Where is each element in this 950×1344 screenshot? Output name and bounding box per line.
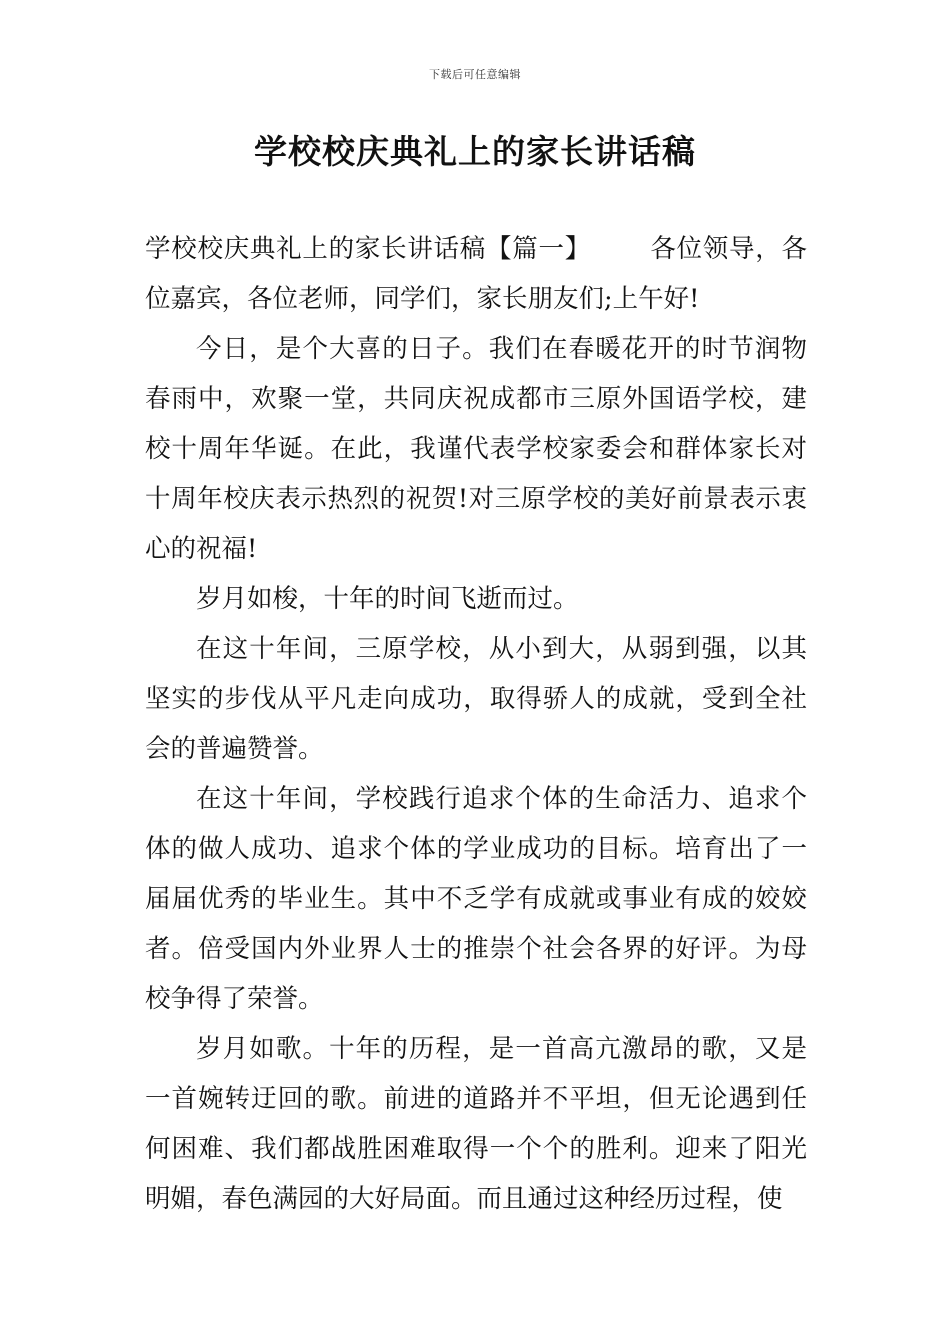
paragraph: 今日，是个大喜的日子。我们在春暖花开的时节润物春雨中，欢聚一堂，共同庆祝成都市三原外国语学校，建校十周年华诞。在此，我谨代表学校家委会和群体家长对十周年校庆表示热烈的祝贺!对三原学校的美好前景表示衷心的祝福!: [145, 334, 807, 564]
document-title: 学校校庆典礼上的家长讲话稿: [254, 132, 696, 171]
paragraph: 在这十年间，三原学校，从小到大，从弱到强，以其坚实的步伐从平凡走向成功，取得骄人的成就，受到全社会的普遍赞誉。: [145, 634, 807, 764]
document-body: [145, 224, 807, 1224]
intro-paragraph: [145, 224, 807, 324]
paragraph: 岁月如梭，十年的时间飞逝而过。: [196, 584, 579, 614]
header-note: 下载后可任意编辑: [429, 68, 521, 81]
greeting-text: 各位领导，各位嘉宾，各位老师，同学们，家长朋友们;上午好!: [145, 234, 807, 314]
paragraph: 岁月如歌。十年的历程，是一首高亢激昂的歌，又是一首婉转迂回的歌。前进的道路并不平坦，但无论遇到任何困难、我们都战胜困难取得一个个的胜利。迎来了阳光明媚，春色满园的大好局面。而且通过这种经历过程，使: [145, 1034, 807, 1214]
paragraph: 在这十年间，学校践行追求个体的生命活力、追求个体的做人成功、追求个体的学业成功的目标。培育出了一届届优秀的毕业生。其中不乏学有成就或事业有成的姣姣者。倍受国内外业界人士的推崇个社会各界的好评。为母校争得了荣誉。: [145, 784, 807, 1014]
section-heading: 学校校庆典礼上的家长讲话稿【篇一】: [145, 234, 591, 264]
